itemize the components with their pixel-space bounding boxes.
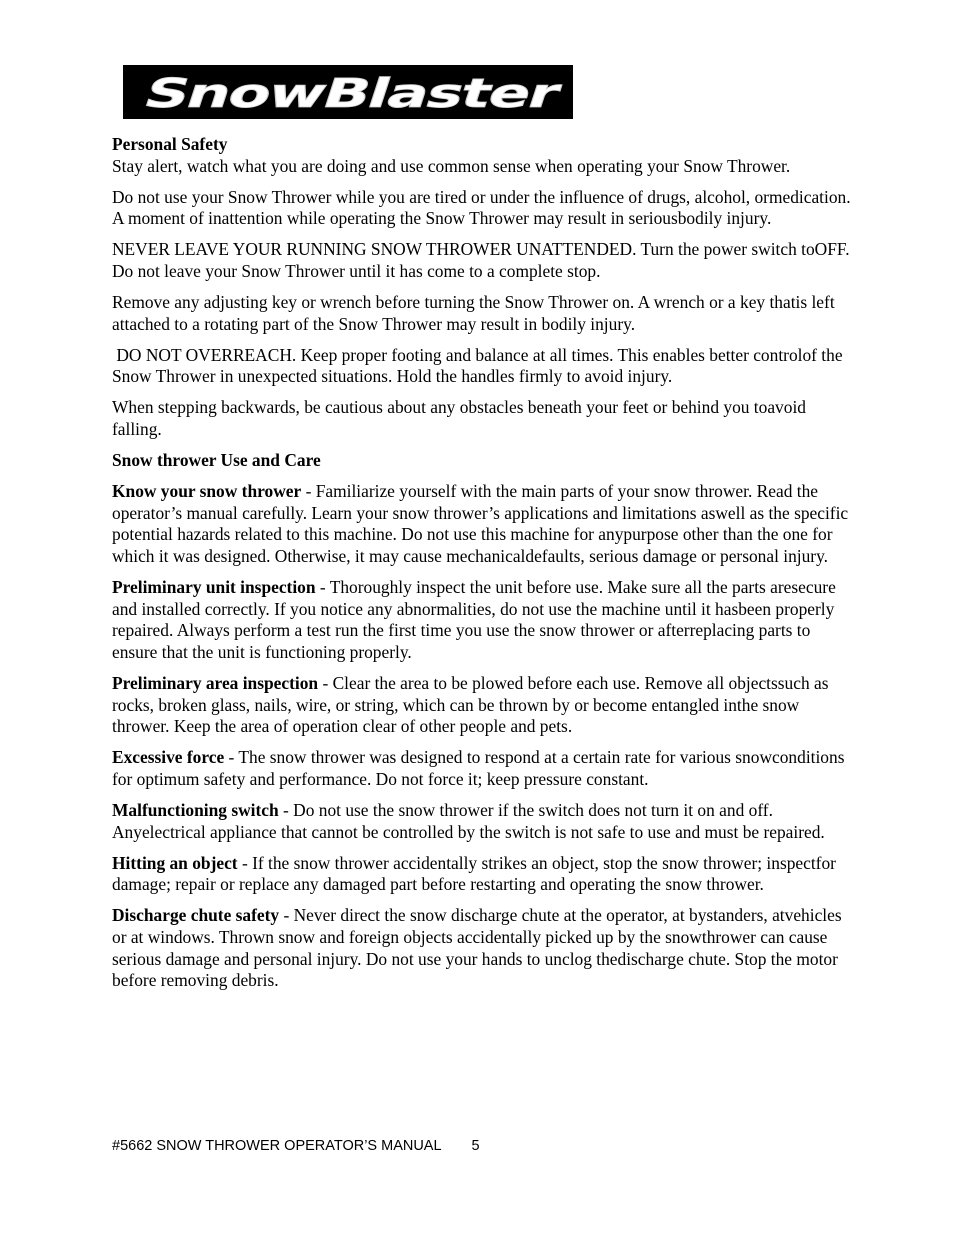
- item-term: Know your snow thrower: [112, 481, 302, 502]
- use-care-item-preliminary-area-inspection: [112, 673, 852, 738]
- item-term: Preliminary unit inspection: [112, 577, 316, 598]
- logo-text: SnowBlaster: [138, 69, 426, 117]
- item-text: - Familiarize yourself with the main parts of your snow thrower. Read the operator’s manual carefully. Learn your snow thrower’s applications and limitations aswell as the specific potential hazards related to this machine. Do not use this machine for anypurpose other than the one for which it was designed. Otherwise, it may cause mechanicaldefaults, serious damage or personal injury.: [112, 481, 849, 566]
- item-text: - If the snow thrower accidentally strikes an object, stop the snow thrower; inspectfor damage; repair or replace any damaged part before restarting and operating the snow thrower.: [112, 852, 836, 895]
- use-care-item-malfunctioning-switch: [112, 800, 852, 843]
- page-number: 5: [471, 1138, 480, 1154]
- use-care-item-discharge-chute-safety: [112, 905, 852, 991]
- section-heading-personal-safety: Personal Safety: [112, 134, 228, 154]
- use-care-item-excessive-force: [112, 747, 852, 790]
- item-text: - Do not use the snow thrower if the switch does not turn it on and off. Anyelectrical appliance that cannot be controlled by the switch is not safe to use and must be repaired.: [112, 799, 825, 842]
- paragraph: Do not use your Snow Thrower while you are tired or under the influence of drugs, alcohol, ormedication. A moment of inattention while operating the Snow Thrower may result in seriousbodily injury.: [112, 186, 851, 229]
- snowblaster-logo-wordmark: [123, 65, 573, 119]
- page-footer: [112, 1137, 480, 1155]
- item-term: Malfunctioning switch: [112, 799, 279, 820]
- paragraph: NEVER LEAVE YOUR RUNNING SNOW THROWER UNATTENDED. Turn the power switch toOFF. Do not leave your Snow Thrower until it has come to a complete stop.: [112, 239, 850, 281]
- page-content: [112, 134, 852, 1001]
- section-heading-use-and-care: Snow thrower Use and Care: [112, 450, 321, 471]
- item-term: Excessive force: [112, 747, 225, 768]
- item-term: Discharge chute safety: [112, 905, 280, 926]
- item-text: - Clear the area to be plowed before each use. Remove all objectssuch as rocks, broken glass, nails, wire, or string, which can be thrown by or become entangled inthe snow thrower. Keep the area of operation clear of other people and pets.: [112, 672, 829, 737]
- use-care-item-know-your-snow-thrower: [112, 481, 852, 567]
- snowblaster-logo: [123, 65, 573, 119]
- paragraph: Remove any adjusting key or wrench before turning the Snow Thrower on. A wrench or a key thatis left attached to a rotating part of the Snow Thrower may result in bodily injury.: [112, 292, 835, 334]
- item-term: Hitting an object: [112, 852, 238, 873]
- use-care-item-preliminary-unit-inspection: [112, 577, 852, 663]
- manual-title: #5662 SNOW THROWER OPERATOR’S MANUAL: [112, 1138, 442, 1154]
- paragraph: Stay alert, watch what you are doing and use common sense when operating your Snow Thrower.: [112, 155, 791, 176]
- paragraph: When stepping backwards, be cautious about any obstacles beneath your feet or behind you toavoid falling.: [112, 397, 806, 440]
- paragraph: DO NOT OVERREACH. Keep proper footing and balance at all times. This enables better controlof the Snow Thrower in unexpected situations. Hold the handles firmly to avoid injury.: [112, 344, 847, 387]
- item-text: - Never direct the snow discharge chute at the operator, at bystanders, atvehicles or at windows. Thrown snow and foreign objects accidentally picked up by the snowthrower can cause serious damage and personal injury. Do not use your hands to unclog thedischarge chute. Stop the motor before removing debris.: [112, 905, 842, 991]
- item-text: - The snow thrower was designed to respond at a certain rate for various snowconditions for optimum safety and performance. Do not force it; keep pressure constant.: [112, 747, 845, 789]
- item-text: - Thoroughly inspect the unit before use. Make sure all the parts aresecure and installed correctly. If you notice any abnormalities, do not use the machine until it hasbeen properly repaired. Always perform a test run the first time you use the snow thrower or afterreplacing parts to ensure that the unit is functioning properly.: [112, 577, 836, 662]
- item-term: Preliminary area inspection: [112, 672, 319, 693]
- use-care-item-hitting-an-object: [112, 853, 852, 896]
